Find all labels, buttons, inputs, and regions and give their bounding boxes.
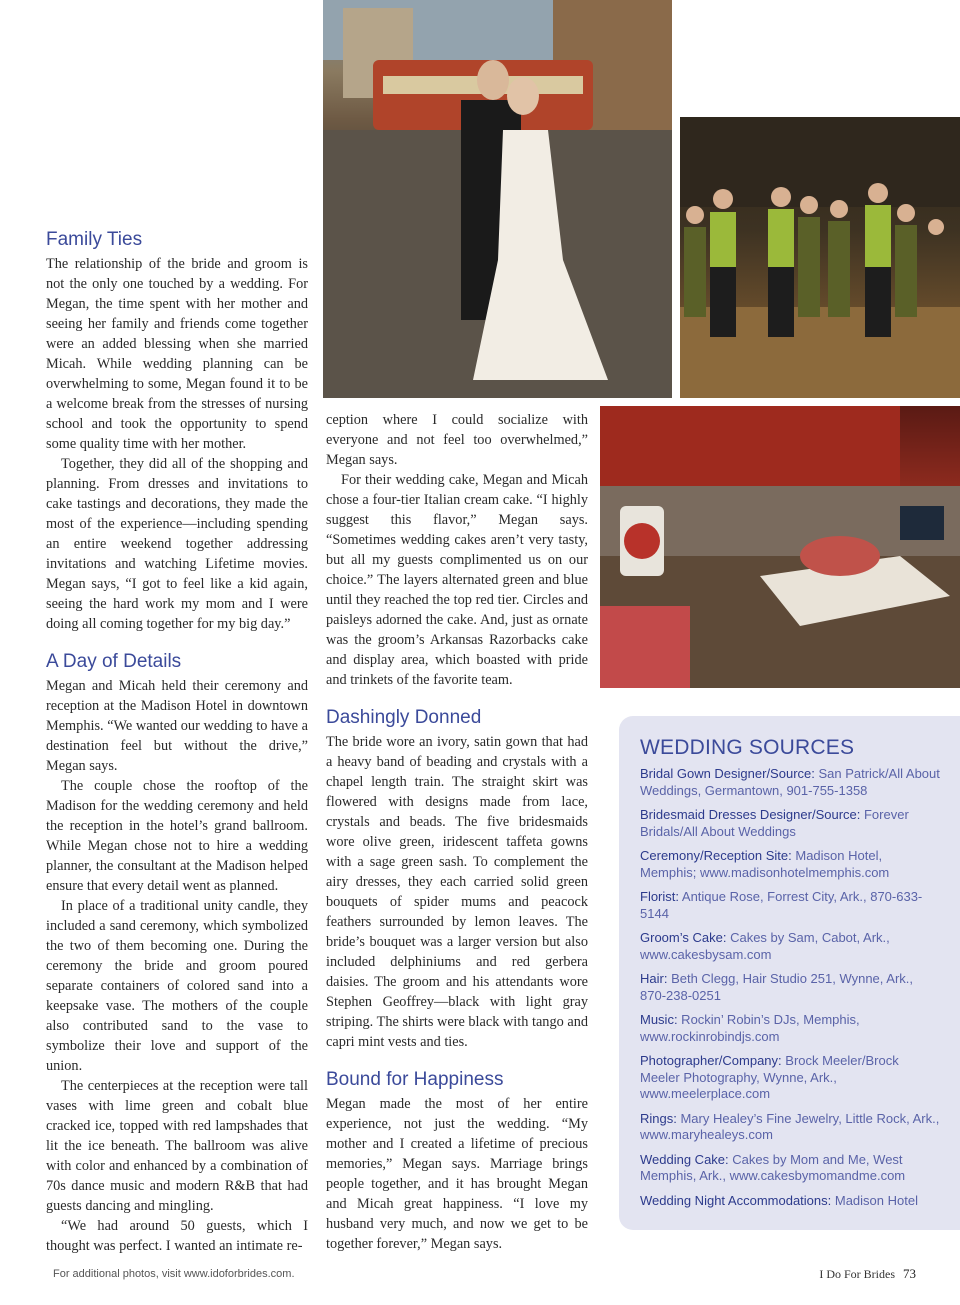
source-entry <box>640 889 940 922</box>
paragraph: The bride wore an ivory, satin gown that had a heavy band of beading and crystals with a chapel length train. The straight skirt was flowered with designs made from lace, crystals and beads. The five bridesmaids wore olive green, iridescent taffeta gowns with a sage green sash. To complement the airy dresses, they each carried solid green bouquets of spider mums and peacock feathers surrounded by lemon leaves. The bride’s bouquet was a larger version but also included delphiniums and red gerbera daisies. The groom and his attendants wore Stephen Geoffrey—black with light gray striping. The shirts were black with tango and capri mint vests and ties. <box>326 734 588 1050</box>
paragraph: Together, they did all of the shopping and planning. From dresses and invitations to cake tastings and decorations, they made the most of the experience—including spending an entire weekend together addressing invitations and watching Lifetime movies. Megan says, “I got to feel like a kid again, seeing the hard work my mom and I were doing all coming together for my big day.” <box>46 456 308 632</box>
source-entry <box>640 1111 940 1144</box>
source-value: Beth Clegg, Hair Studio 251, Wynne, Ark., 870-238-0251 <box>640 971 914 1003</box>
paragraph: Megan and Micah held their ceremony and reception at the Madison Hotel in downtown Memphis. “We wanted our wedding to have a destination feel but without the drive,” Megan says. <box>46 678 308 774</box>
source-value: Brock Meeler/Brock Meeler Photography, Wynne, Ark., www.meelerplace.com <box>640 1053 899 1101</box>
source-entry <box>640 766 940 799</box>
source-value: San Patrick/All About Weddings, Germantown, 901-755-1358 <box>640 766 940 798</box>
page-number: 73 <box>903 1266 916 1281</box>
paragraph: Megan made the most of her entire experience, not just the wedding. “My mother and I created a lifetime of precious memories,” Megan says. Marriage brings people together, and it has brought Megan and Micah great happiness. “I love my husband very much, and now we get to be together forever,” Megan says. <box>326 1096 588 1252</box>
source-label: Groom’s Cake: <box>640 930 727 945</box>
wedding-party-photo <box>680 117 960 398</box>
source-entry <box>640 930 940 963</box>
source-label: Rings: <box>640 1110 677 1126</box>
section-heading-dashingly-donned: Dashingly Donned <box>326 707 482 728</box>
source-value: Antique Rose, Forrest City, Ark., 870-633-5144 <box>640 889 923 921</box>
section-heading-family-ties: Family Ties <box>46 229 143 250</box>
article-column-2 <box>326 410 588 1254</box>
paragraph: The relationship of the bride and groom is not the only one touched by a wedding. For Megan, the time spent with her mother and seeing her family and friends come together were an added blessing when she married Micah. While wedding planning can be overwhelming to some, Megan found it to be a welcome break from the stresses of nursing school and took the opportunity to spend some quality time with her mother. <box>46 256 308 452</box>
source-value: Madison Hotel <box>831 1192 918 1208</box>
source-value: Cakes by Sam, Cabot, Ark., www.cakesbysam.com <box>640 930 890 962</box>
source-label: Ceremony/Reception Site: <box>640 848 792 863</box>
source-entry <box>640 1053 940 1103</box>
source-value: Cakes by Mom and Me, West Memphis, Ark., www.cakesbymomandme.com <box>640 1151 906 1183</box>
article-column-1 <box>46 228 308 1256</box>
source-value: Mary Healey’s Fine Jewelry, Little Rock, Ark., www.maryhealeys.com <box>640 1110 940 1142</box>
source-value: Forever Bridals/All About Weddings <box>640 807 909 839</box>
source-entry <box>640 1152 940 1185</box>
paragraph: The centerpieces at the reception were tall vases with lime green and cobalt blue cracked ice, topped with red lampshades that lit the ice beneath. The ballroom was alive with color and enhanced by a combination of 70s dance music and modern R&B that had guests dancing and mingling. <box>46 1078 308 1214</box>
wedding-sources-title: WEDDING SOURCES <box>640 736 855 759</box>
source-entry <box>640 848 940 881</box>
paragraph: For their wedding cake, Megan and Micah chose a four-tier Italian cream cake. “I highly suggest this flavor,” Megan says. “Sometimes wedding cakes aren’t very tasty, but all my guests complimented us on our choice.” The layers alternated green and blue until they reached the top red tier. Circles and paisleys adorned the cake. And, just as ornate was the groom’s Arkansas Razorbacks cake and display area, which boasted with pride and trinkets of the favorite team. <box>326 472 588 688</box>
source-entry <box>640 1193 940 1210</box>
wedding-sources-box <box>619 716 960 1230</box>
source-label: Wedding Cake: <box>640 1151 729 1167</box>
source-label: Photographer/Company: <box>640 1053 782 1068</box>
source-entry <box>640 1012 940 1045</box>
paragraph: The couple chose the rooftop of the Madison for the wedding ceremony and held the reception in the hotel’s grand ballroom. While Megan chose not to hire a wedding planner, the consultant at the Madison helped ensure that every detail went as planned. <box>46 778 308 894</box>
wedding-sources-list <box>640 766 960 1209</box>
source-label: Bridal Gown Designer/Source: <box>640 766 815 781</box>
section-heading-a-day-of-details: A Day of Details <box>46 651 182 672</box>
source-label: Wedding Night Accommodations: <box>640 1192 832 1208</box>
paragraph: In place of a traditional unity candle, they included a sand ceremony, which symbolized the two of them becoming one. During the ceremony the bride and groom poured separate containers of colored sand into a keepsake vase. The mothers of the couple also contributed sand to the vase to symbolize their love and support of the union. <box>46 898 308 1074</box>
source-label: Bridesmaid Dresses Designer/Source: <box>640 807 861 822</box>
wedding-photo <box>323 0 672 398</box>
source-label: Music: <box>640 1012 678 1027</box>
source-label: Hair: <box>640 971 668 986</box>
footer-website-note: For additional photos, visit www.idoforbrides.com. <box>53 1268 295 1280</box>
section-heading-bound-for-happiness: Bound for Happiness <box>326 1069 504 1090</box>
source-entry <box>640 971 940 1004</box>
source-entry <box>640 807 940 840</box>
source-label: Florist: <box>640 889 679 904</box>
footer-page-info <box>819 1266 916 1282</box>
source-value: Madison Hotel, Memphis; www.madisonhotelmemphis.com <box>640 848 890 880</box>
razorbacks-cake-photo <box>600 406 960 688</box>
paragraph: “We had around 50 guests, which I thought was perfect. I wanted an intimate re- <box>46 1218 308 1254</box>
paragraph: ception where I could socialize with everyone and not feel too overwhelmed,” Megan says. <box>326 412 588 468</box>
source-value: Rockin’ Robin’s DJs, Memphis, www.rockinrobindjs.com <box>640 1012 860 1044</box>
magazine-name: I Do For Brides <box>819 1267 895 1281</box>
